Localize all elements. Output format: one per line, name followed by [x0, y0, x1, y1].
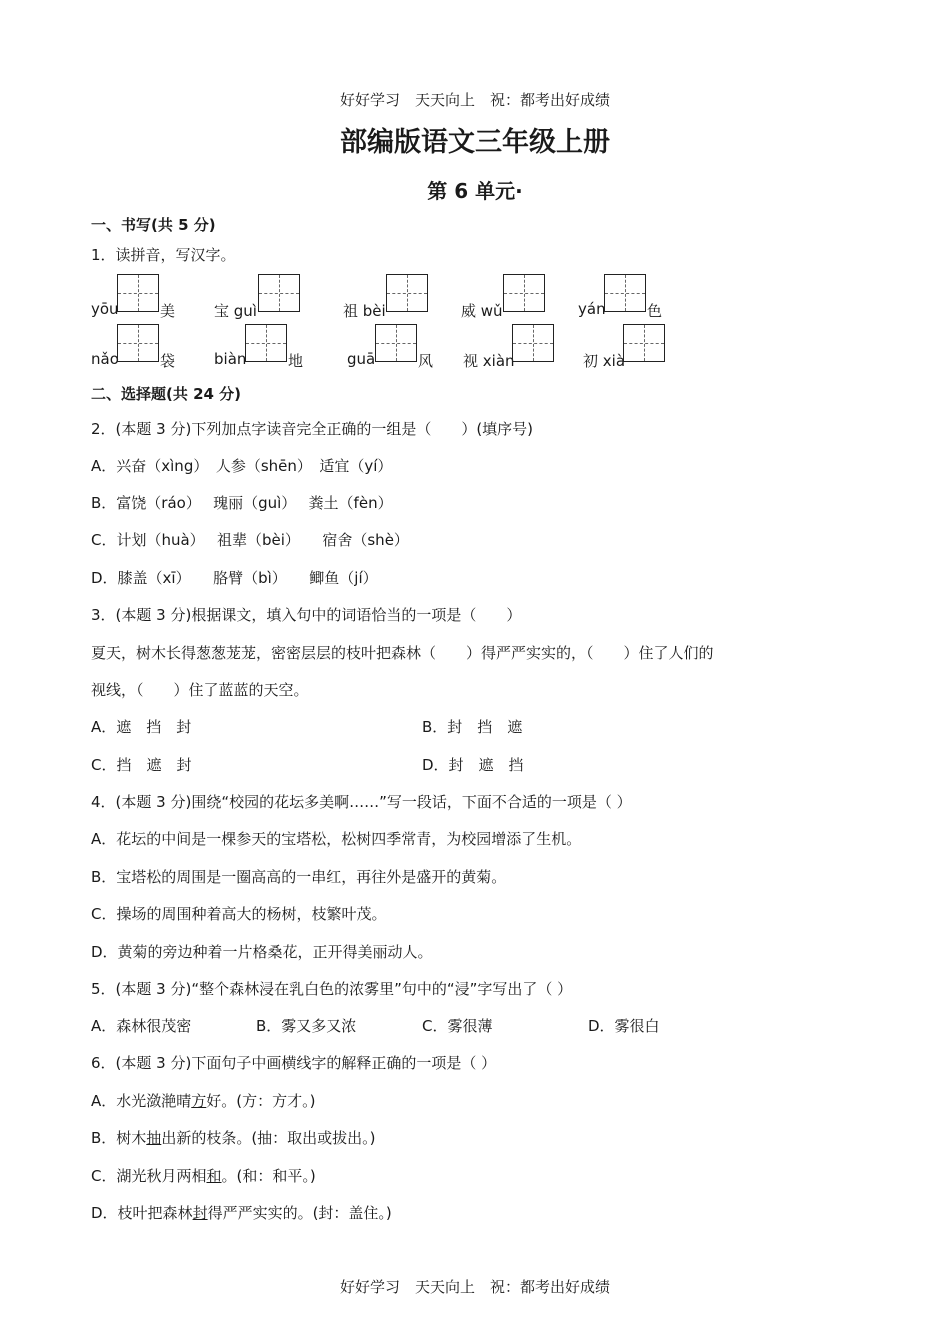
q3-passage-line2: 视线，（ ）住了蓝蓝的天空。	[91, 681, 309, 699]
writing-box[interactable]	[117, 324, 159, 362]
writing-box[interactable]	[512, 324, 554, 362]
pinyin-label: 视 xiàn	[463, 352, 515, 370]
unit-title: 第 6 单元·	[427, 179, 523, 203]
writing-box[interactable]	[258, 274, 300, 312]
page-header: 好好学习 天天向上 祝：都考出好成绩	[339, 91, 610, 109]
q4-option-a[interactable]: A．花坛的中间是一棵参天的宝塔松，松树四季常青，为校园增添了生机。	[91, 830, 582, 848]
option-text: 。(和：和平。)	[221, 1167, 316, 1185]
option-text: A．水光潋滟晴	[91, 1092, 192, 1110]
underlined-char: 和	[206, 1167, 222, 1185]
writing-box[interactable]	[117, 274, 159, 312]
section-choice: 二、选择题(共 24 分)	[91, 385, 242, 403]
pinyin-label: guā	[347, 350, 376, 368]
underlined-char: 抽	[146, 1129, 162, 1147]
pinyin-label: 地	[288, 352, 304, 370]
q2-option-b[interactable]: B．富饶（ráo） 瑰丽（guì） 粪土（fèn）	[91, 494, 393, 512]
option-text: 好。(方：方才。)	[206, 1092, 316, 1110]
writing-box[interactable]	[623, 324, 665, 362]
q2-stem: 2．(本题 3 分)下列加点字读音完全正确的一组是（ ）(填序号)	[91, 420, 534, 438]
q2-option-a[interactable]: A．兴奋（xìng） 人参（shēn） 适宜（yí）	[91, 457, 393, 475]
pinyin-label: 美	[160, 302, 176, 320]
pinyin-label: 风	[418, 352, 434, 370]
q5-stem: 5．(本题 3 分)“整个森林浸在乳白色的浓雾里”句中的“浸”字写出了（ ）	[91, 980, 573, 998]
q4-option-b[interactable]: B．宝塔松的周围是一圈高高的一串红，再往外是盛开的黄菊。	[91, 868, 507, 886]
q3-passage-line1: 夏天，树木长得葱葱茏茏，密密层层的枝叶把森林（ ）得严严实实的，（ ）住了人们的	[91, 644, 714, 662]
pinyin-label: biàn	[214, 350, 247, 368]
q4-stem: 4．(本题 3 分)围绕“校园的花坛多美啊……”写一段话，下面不合适的一项是（ ）	[91, 793, 632, 811]
pinyin-label: 初 xià	[583, 352, 626, 370]
q5-option-b[interactable]: B．雾又多又浓	[256, 1017, 357, 1035]
q6-option-d[interactable]	[91, 1202, 392, 1223]
writing-box[interactable]	[386, 274, 428, 312]
pinyin-label: yán	[578, 300, 606, 318]
pinyin-label: 威 wǔ	[461, 302, 503, 320]
option-text: C．湖光秋月两相	[91, 1167, 207, 1185]
q3-option-b[interactable]: B．封 挡 遮	[422, 718, 523, 736]
underlined-char: 方	[191, 1092, 207, 1110]
q5-option-d[interactable]: D．雾很白	[588, 1017, 660, 1035]
q5-option-c[interactable]: C．雾很薄	[422, 1017, 493, 1035]
q4-option-d[interactable]: D．黄菊的旁边种着一片格桑花，正开得美丽动人。	[91, 943, 433, 961]
page-footer: 好好学习 天天向上 祝：都考出好成绩	[339, 1278, 610, 1296]
q6-option-c[interactable]	[91, 1165, 316, 1186]
option-text: 出新的枝条。(抽：取出或拔出。)	[161, 1129, 376, 1147]
writing-box[interactable]	[375, 324, 417, 362]
pinyin-label: yōu	[91, 300, 119, 318]
q1-stem: 1．读拼音，写汉字。	[91, 246, 236, 264]
q5-option-a[interactable]: A．森林很茂密	[91, 1017, 192, 1035]
underlined-char: 封	[192, 1204, 208, 1222]
q6-option-a[interactable]	[91, 1090, 316, 1111]
writing-box[interactable]	[245, 324, 287, 362]
q2-option-d[interactable]: D．膝盖（xī） 胳臂（bì） 鲫鱼（jí）	[91, 569, 378, 587]
q3-stem: 3．(本题 3 分)根据课文，填入句中的词语恰当的一项是（ ）	[91, 606, 522, 624]
q3-option-d[interactable]: D．封 遮 挡	[422, 756, 524, 774]
pinyin-label: 袋	[160, 352, 176, 370]
section-writing: 一、书写(共 5 分)	[91, 216, 216, 234]
writing-box[interactable]	[503, 274, 545, 312]
option-text: 得严严实实的。(封：盖住。)	[207, 1204, 392, 1222]
option-text: D．枝叶把森林	[91, 1204, 193, 1222]
option-text: B．树木	[91, 1129, 147, 1147]
document-title: 部编版语文三年级上册	[340, 127, 610, 158]
q4-option-c[interactable]: C．操场的周围种着高大的杨树，枝繁叶茂。	[91, 905, 387, 923]
q3-option-a[interactable]: A．遮 挡 封	[91, 718, 192, 736]
q6-stem: 6．(本题 3 分)下面句子中画横线字的解释正确的一项是（ ）	[91, 1054, 497, 1072]
q6-option-b[interactable]	[91, 1127, 376, 1148]
pinyin-label: 宝 guì	[214, 302, 257, 320]
pinyin-label: 色	[647, 302, 663, 320]
writing-box[interactable]	[604, 274, 646, 312]
q3-option-c[interactable]: C．挡 遮 封	[91, 756, 192, 774]
q2-option-c[interactable]: C．计划（huà） 祖辈（bèi） 宿舍（shè）	[91, 531, 409, 549]
pinyin-label: nǎo	[91, 350, 119, 368]
pinyin-label: 祖 bèi	[343, 302, 386, 320]
